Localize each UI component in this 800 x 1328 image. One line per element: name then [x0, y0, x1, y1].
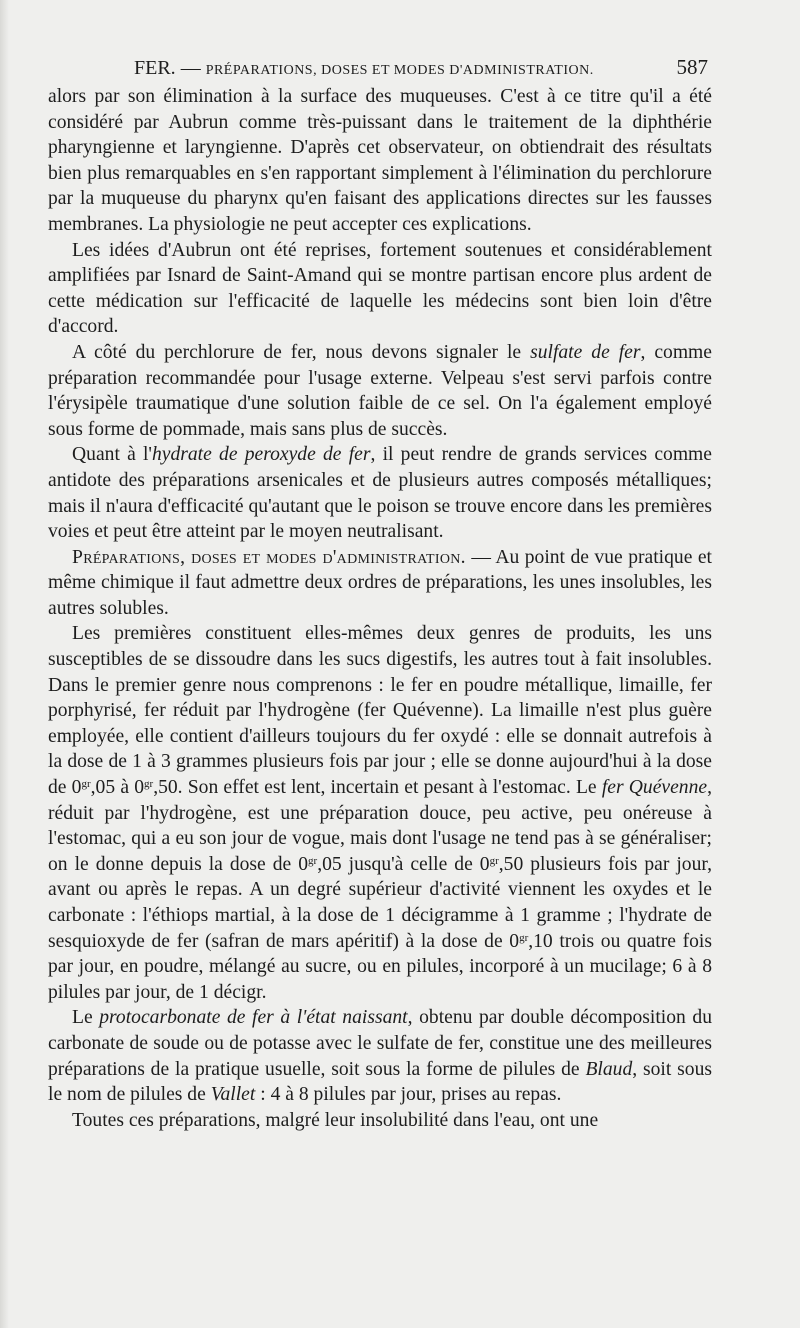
paragraph-4: [48, 442, 712, 544]
paragraph-5-text: Au point de vue pratique et même chimique il faut admettre deux ordres de préparations, les unes insolubles, les autres solubles.: [48, 546, 712, 619]
term-blaud: Blaud: [585, 1058, 633, 1080]
running-title-section: PRÉPARATIONS, DOSES ET MODES D'ADMINISTRATION.: [205, 63, 594, 78]
paragraph-6-text-g: ,10 trois ou quatre fois par jour, en poudre, mélangé au sucre, ou en pilules, incorporé à un mucilage; 6 à 8 pilules par jour, de 1 décigr.: [48, 930, 712, 1003]
paragraph-6-text-e: ,05 jusqu'à celle de 0: [317, 853, 490, 875]
paragraph-7-text-d: : 4 à 8 pilules par jour, prises au repas.: [255, 1084, 562, 1106]
paragraph-4-text-a: Quant à l': [72, 444, 152, 466]
paragraph-6-text-d: , réduit par l'hydrogène, est une préparation douce, peu active, peu onéreuse à l'estomac, qui a eu son jour de vogue, mais dont l'usage ne tend pas à se généraliser; on le donne depuis la dose de 0: [48, 777, 712, 875]
paragraph-5: [48, 545, 712, 622]
paragraph-3-text-b: , comme préparation recommandée pour l'usage externe. Velpeau s'est servi parfois contre l'érysipèle traumatique d'une solution faible de ce sel. On l'a également employé sous forme de pommade, mais sans plus de succès.: [48, 341, 712, 440]
paragraph-6-text-f: ,50 plusieurs fois par jour, avant ou après le repas. A un degré supérieur d'activité viennent les oxydes et le carbonate : l'éthiops martial, à la dose de 1 décigramme à 1 gramme ; l'hydrate de sesquioxyde de fer (safran de mars apéritif) à la dose de 0: [48, 853, 713, 952]
running-title: [48, 51, 594, 88]
paragraph-8: Toutes ces préparations, malgré leur insolubilité dans l'eau, ont une: [72, 1109, 599, 1131]
paragraph-7-text-b: , obtenu par double décomposition du carbonate de soude ou de potasse avec le sulfate de fer, constitue une des meilleures préparations de la pratique usuelle, soit sous la forme de pilules de: [48, 1007, 712, 1080]
paragraph-2: Les idées d'Aubrun ont été reprises, fortement soutenues et considérablement amplifiées par Isnard de Saint-Amand qui se montre partisan encore plus ardent de cette médication sur l'efficacité de laquelle les médecins sont bien loin d'être d'accord.: [48, 239, 712, 338]
section-heading-preparations: Préparations, doses et modes d'administration.: [72, 546, 466, 568]
paragraph-3: [48, 340, 712, 442]
running-title-lead: FER.: [134, 57, 176, 79]
running-header: [48, 50, 712, 84]
scan-edge-shadow: [0, 0, 9, 1328]
unit-gr-4: gr: [489, 854, 499, 867]
term-fer-quevenne: fer Quévenne: [601, 777, 708, 799]
page-number: 587: [676, 55, 708, 79]
unit-gr-5: gr: [519, 931, 529, 944]
unit-gr-3: gr: [308, 854, 318, 867]
paragraph-6-text-a: Les premières constituent elles-mêmes deux genres de produits, les uns susceptibles de se dissoudre dans les sucs digestifs, les autres tout à fait insolubles. Dans le premier genre nous comprenons : le fer en poudre métallique, limaille, fer porphyrisé, fer réduit par l'hydrogène (fer Quévenne). La limaille n'est plus guère employée, elle contient d'ailleurs toujours du fer oxydé : elle se donnait autrefois à la dose de 1 à 3 grammes plusieurs fois par jour ; elle se donne aujourd'hui à la dose de 0: [48, 623, 712, 799]
paragraph-1: alors par son élimination à la surface des muqueuses. C'est à ce titre qu'il a été considéré par Aubrun comme très-puissant dans le traitement de la diphthérie pharyngienne et laryngienne. D'après cet observateur, on obtiendrait des résultats bien plus remarquables en s'en rapportant simplement à l'élimination du perchlorure par la muqueuse du pharynx qu'en faisant des applications directes sur les fausses membranes. La physiologie ne peut accepter ces explications.: [48, 86, 712, 235]
paragraph-6-text-c: ,50. Son effet est lent, incertain et pesant à l'estomac. Le: [153, 777, 602, 799]
term-vallet: Vallet: [210, 1084, 256, 1106]
term-sulfate-de-fer: sulfate de fer: [530, 341, 641, 363]
unit-gr-2: gr: [144, 778, 154, 791]
paragraph-6-text-b: ,05 à 0: [90, 777, 145, 799]
paragraph-6: [48, 621, 712, 1005]
unit-gr-1: gr: [81, 778, 91, 791]
paragraph-7-text-c: , soit sous le nom de pilules de: [48, 1058, 712, 1106]
term-hydrate-peroxyde: hydrate de peroxyde de fer: [151, 444, 371, 466]
term-protocarbonate: protocarbonate de fer à l'état naissant: [99, 1007, 408, 1029]
running-title-dash: —: [180, 57, 201, 79]
section-heading-dash: —: [465, 546, 496, 568]
body-text: [48, 84, 712, 1133]
paragraph-4-text-b: , il peut rendre de grands services comme antidote des préparations arsenicales et de plusieurs autres composés métalliques; mais il n'aura d'efficacité qu'autant que le poison se trouve encore dans les premières voies et peut être atteint par le moyen neutralisant.: [48, 444, 712, 543]
paragraph-3-text-a: A côté du perchlorure de fer, nous devons signaler le: [72, 341, 531, 363]
book-page: [48, 50, 712, 1133]
paragraph-7-text-a: Le: [72, 1007, 100, 1029]
paragraph-7: [48, 1005, 712, 1107]
